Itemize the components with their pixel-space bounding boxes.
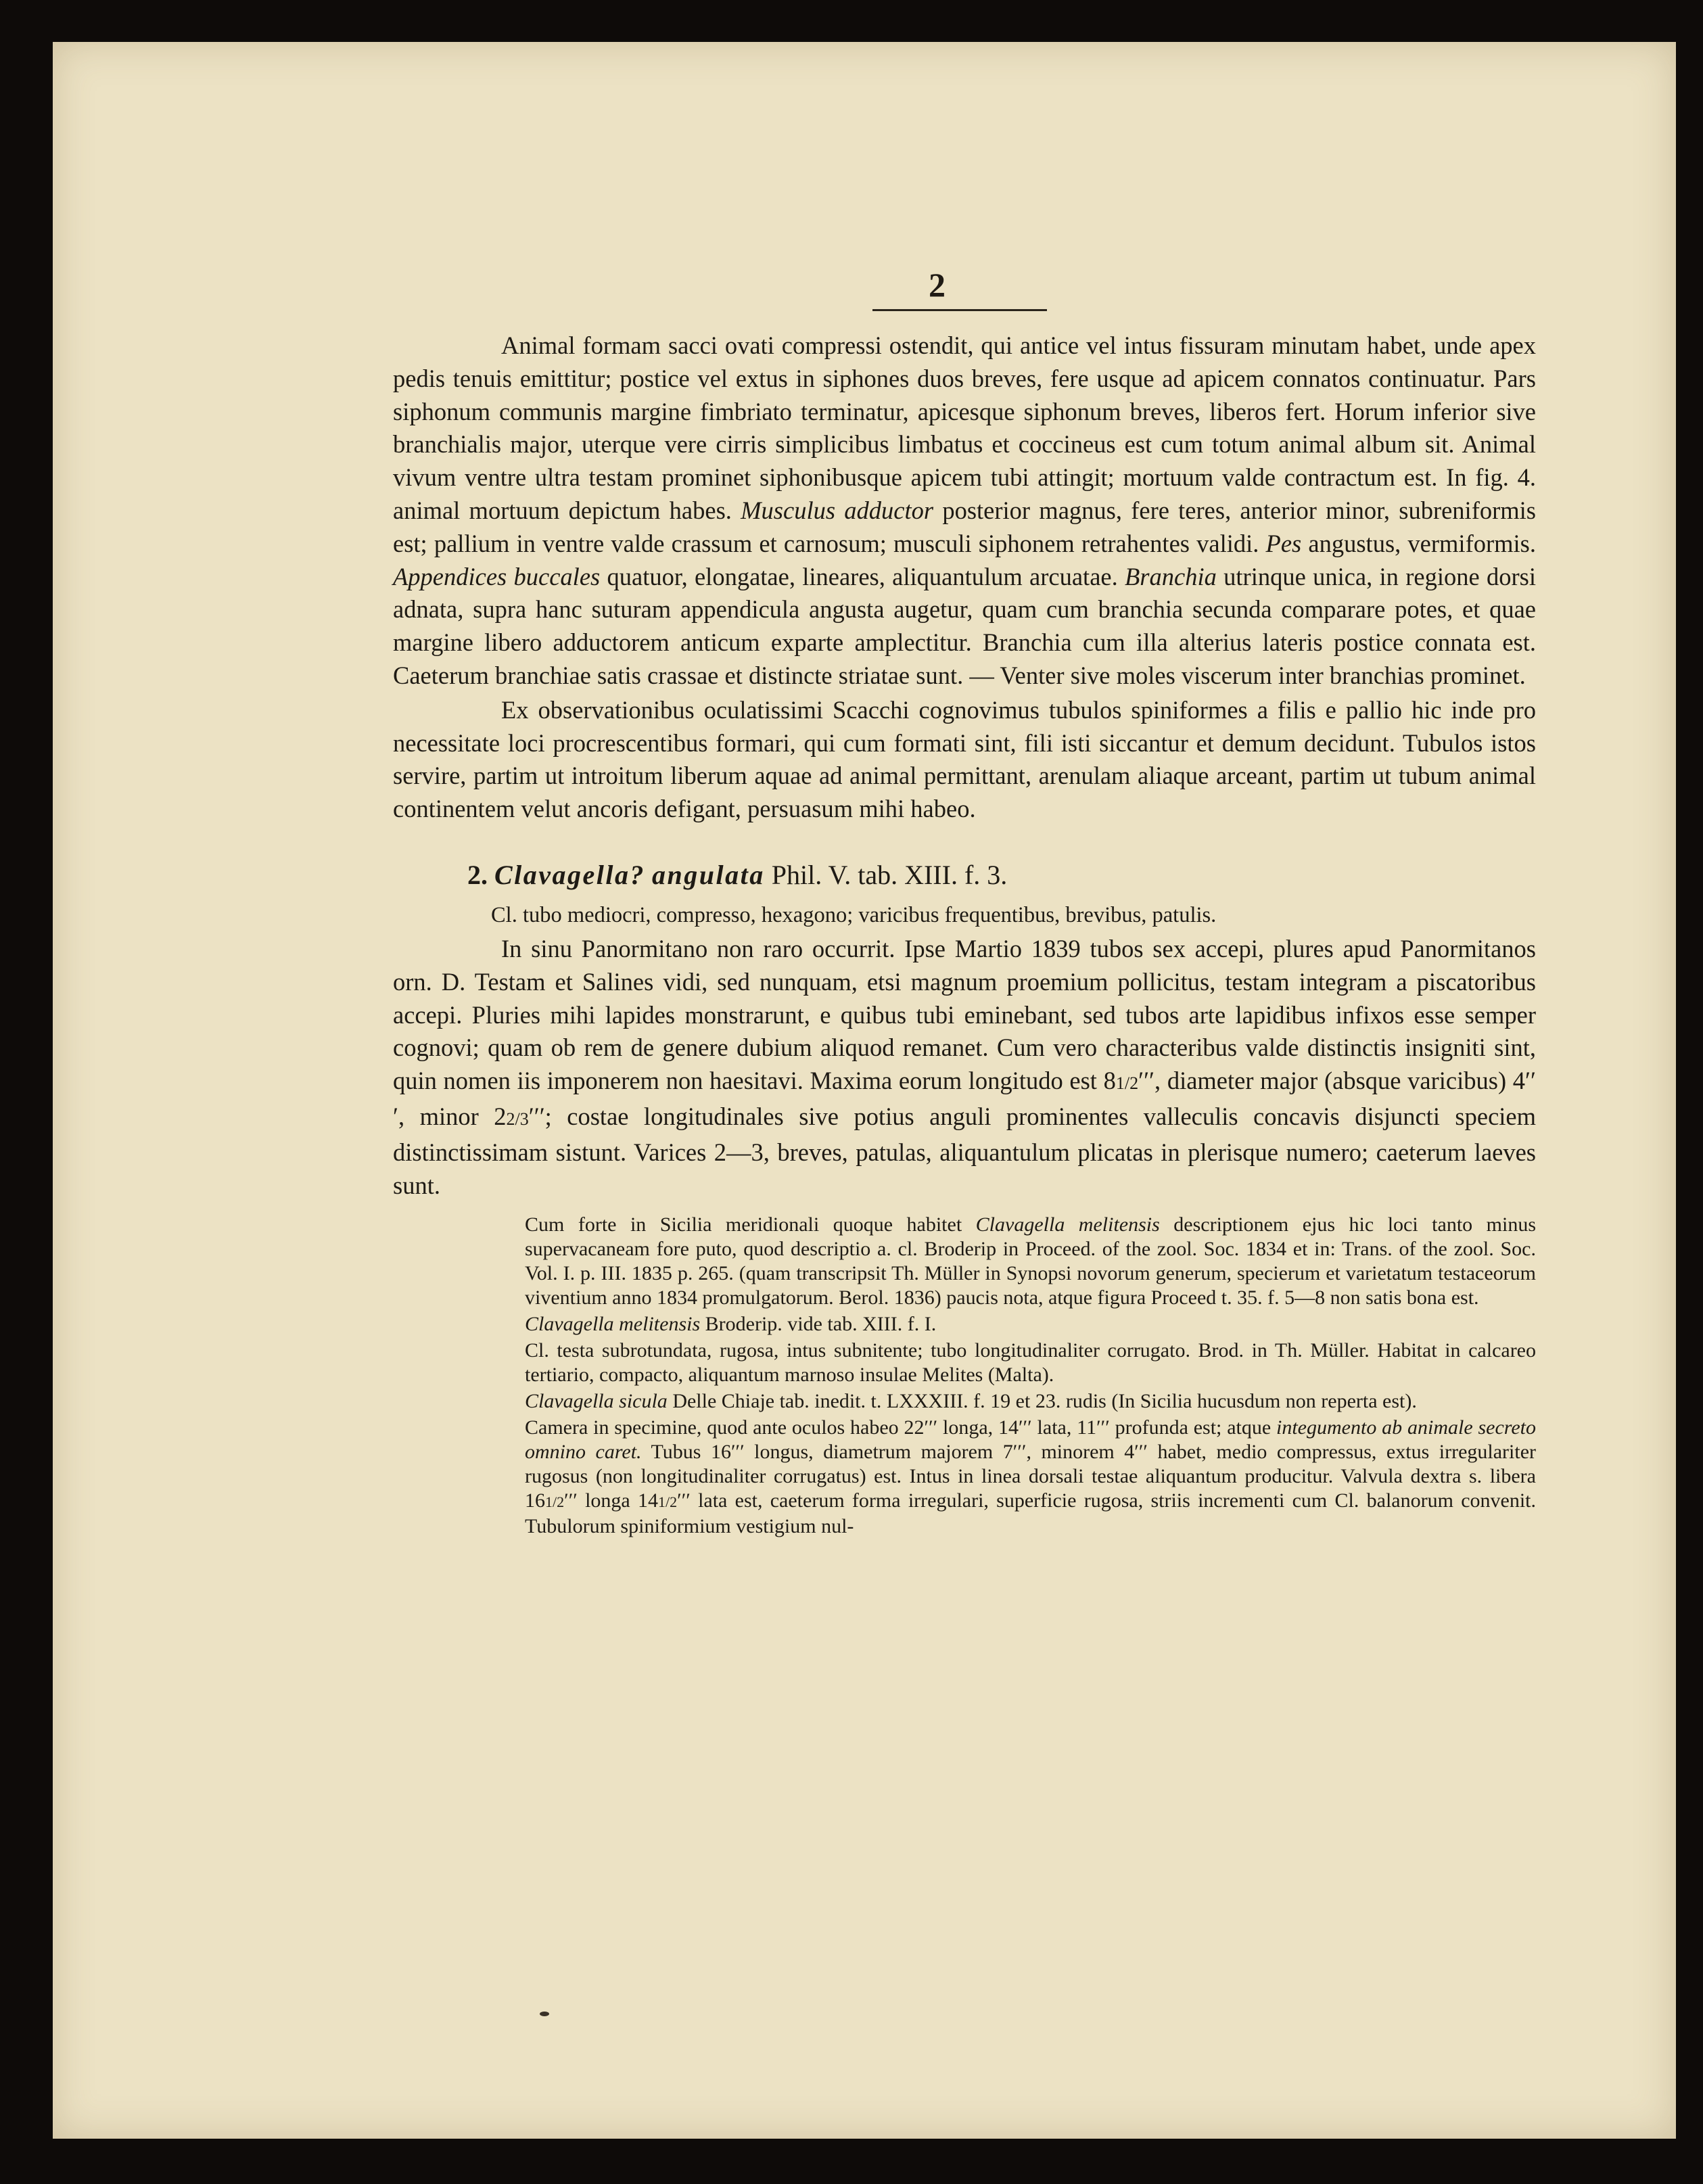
- species-genus: Clavagella?: [494, 859, 646, 890]
- text-segment: ′′′ longa 14: [564, 1489, 658, 1512]
- page: [53, 42, 1676, 2139]
- term-integumento: integumento ab animale secreto omnino caret.: [525, 1416, 1536, 1464]
- fraction: 1/2: [1115, 1073, 1139, 1094]
- term-pes: Pes: [1265, 529, 1302, 557]
- text-segment: posterior magnus, fere teres, anterior minor, subreniformis est; pallium in ventre valde crassum et carnosum; musculi siphonem retrahentes validi.: [393, 496, 1536, 557]
- species-heading: [393, 854, 1536, 896]
- text-segment: Tubus 16′′′ longus, diametrum majorem 7′′′, minorem 4′′′ habet, medio compressus, extus irregulariter rugosus (non longitudinaliter corrugatus) est. Intus in linea dorsali testae aliquantum producitur. Valvula dextra s. libera 16: [525, 1441, 1536, 1512]
- main-text: [393, 329, 1536, 1541]
- paragraph-observations: Ex observationibus oculatissimi Scacchi cognovimus tubulos spiniformes a filis e pallio hic inde pro necessitate loci procrescentibus formari, qui cum formati sint, fili isti siccantur et demum decidunt. Tubulos istos servire, partim ut introitum liberum aquae ad animal permittant, arenulam aliaque arceant, partim ut tubum animal continentem velut ancoris defigant, persuasum mihi habeo.: [393, 695, 1536, 823]
- text-segment: Delle Chiaje tab. inedit. t. LXXXIII. f. 19 et 23. rudis (In Sicilia hucusdum non reperta est).: [667, 1390, 1417, 1413]
- note-sicula: [525, 1389, 1536, 1414]
- text-segment: Animal formam sacci ovati compressi ostendit, qui antice vel intus fissuram minutam habet, unde apex pedis tenuis emittitur; postice vel extus in siphones duos breves, fere usque ad apicem connatos continuatur. Pars siphonum communis margine fimbriato terminatur, apicesque siphonum breves, liberos fert. Horum inferior sive branchialis major, uterque vere cirris simplicibus limbatus et coccineus est cum totum animal album sit. Animal vivum ventre ultra testam prominet siphonibusque apicem tubi attingit; mortuum valde contractum est. In fig. 4. animal mortuum depictum habes.: [393, 331, 1536, 524]
- text-segment: ′′′; costae longitudinales sive potius anguli prominentes valleculis concavis disjuncti speciem distinctissimam sistunt. Varices 2—3, breves, patulas, aliquantulum plicatas in plerisque numero; caeterum laeves sunt.: [393, 1102, 1537, 1199]
- page-number: 2: [929, 266, 946, 304]
- term-appendices-buccales: Appendices buccales: [393, 562, 601, 590]
- species-reference: Phil. V. tab. XIII. f. 3.: [771, 859, 1008, 890]
- fraction: 2/3: [506, 1109, 529, 1129]
- text-segment: ′′′, diameter major (absque varicibus) 4′′′, minor 2: [393, 1067, 1536, 1130]
- fraction: 1/2: [658, 1493, 678, 1511]
- text-segment: In sinu Panormitano non raro occurrit. Ipse Martio 1839 tubos sex accepi, plures apud Panormitanos orn. D. Testam et Salines vidi, sed nunquam, etsi magnum proemium pollicitus, testam integram a piscatoribus accepi. Pluries mihi lapides monstrarunt, e quibus tubi eminebant, sed tubos arte lapidibus infixos esse semper cognovi; quam ob rem de genere dubium aliquod remanet. Cum vero characteribus valde distinctis insigniti sint, quin nomen iis imponerem non haesitavi. Maxima eorum longitudo est 8: [393, 934, 1536, 1095]
- note-melitensis-intro: [525, 1213, 1536, 1310]
- fraction: 1/2: [545, 1493, 565, 1511]
- term-musculus-adductor: Musculus adductor: [741, 496, 934, 524]
- text-segment: ′′′ lata est, caeterum forma irregulari, superficie rugosa, striis incrementi cum Cl. balanorum convenit. Tubulorum spiniformium vestigium nul-: [525, 1489, 1536, 1538]
- text-segment: Broderip. vide tab. XIII. f. I.: [700, 1313, 937, 1336]
- text-segment: Camera in specimine, quod ante oculos habeo 22′′′ longa, 14′′′ lata, 11′′′ profunda est; atque: [525, 1416, 1277, 1439]
- text-segment: Cum forte in Sicilia meridionali quoque habitet: [525, 1213, 976, 1236]
- term-clavagella-melitensis: Clavagella melitensis: [525, 1313, 701, 1336]
- text-segment: angustus, vermiformis.: [1301, 529, 1536, 557]
- text-segment: quatuor, elongatae, lineares, aliquantulum arcuatae.: [600, 562, 1125, 590]
- term-clavagella-sicula: Clavagella sicula: [525, 1390, 668, 1413]
- note-melitensis-diagnosis: Cl. testa subrotundata, rugosa, intus subnitente; tubo longitudinaliter corrugato. Brod. in Th. Müller. Habitat in calcareo tertiario, compacto, aliquantum marnoso insulae Melites (Malta).: [525, 1339, 1536, 1387]
- paragraph-locality: [393, 933, 1536, 1202]
- paragraph-animal: [393, 329, 1536, 693]
- term-clavagella-melitensis: Clavagella melitensis: [975, 1213, 1160, 1236]
- species-diagnosis: Cl. tubo mediocri, compresso, hexagono; varicibus frequentibus, brevibus, patulis.: [491, 902, 1217, 927]
- header-rule: [872, 309, 1047, 311]
- species-epithet: angulata: [652, 859, 765, 890]
- term-branchia: Branchia: [1125, 562, 1217, 590]
- note-melitensis-name: [525, 1312, 1536, 1337]
- species-number: 2.: [467, 859, 488, 890]
- note-camera: [525, 1416, 1536, 1539]
- footnotes: [525, 1213, 1536, 1539]
- ink-mark: [540, 2012, 549, 2016]
- text-segment: descriptionem ejus hic loci tanto minus supervacaneam fore puto, quod descriptio a. cl. Broderip in Proceed. of the zool. Soc. 1834 et in: Trans. of the zool. Soc. Vol. I. p. III. 1835 p. 265. (quam transcripsit Th. Müller in Synopsi novorum generum, specierum et varietatum testaceorum viventium anno 1834 promulgatorum. Berol. 1836) paucis nota, atque figura Proceed t. 35. f. 5—8 non satis bona est.: [525, 1213, 1536, 1309]
- text-segment: utrinque unica, in regione dorsi adnata, supra hanc suturam appendicula angusta augetur, quam cum branchia secunda comparare potes, et quae margine libero adductorem anticum exparte amplectitur. Branchia cum illa alterius lateris postice connata est. Caeterum branchiae satis crassae et distincte striatae sunt. — Venter sive moles viscerum inter branchias prominet.: [393, 562, 1536, 689]
